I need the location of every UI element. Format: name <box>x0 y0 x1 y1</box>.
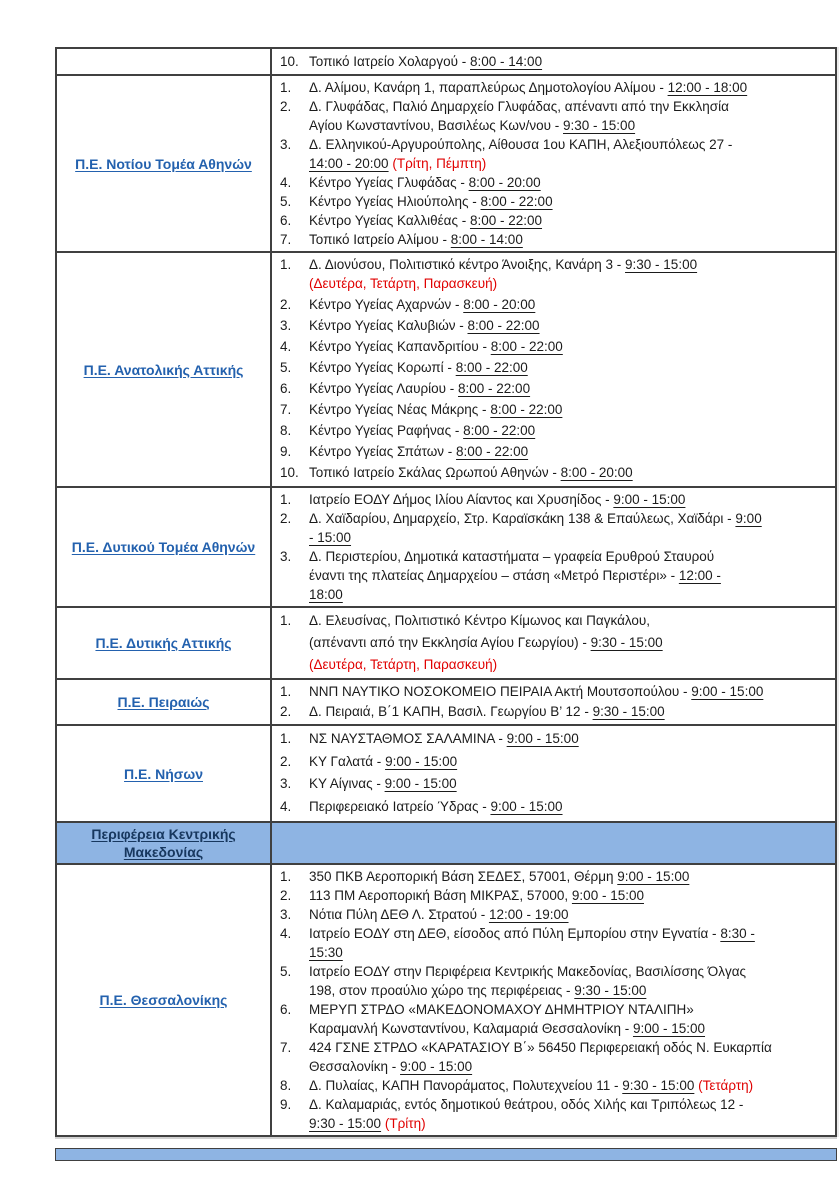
location-item <box>280 463 827 482</box>
opening-hours: 8:00 - 22:00 <box>463 423 536 438</box>
location-name: 198, στον προαύλιο χώρο της περιφέρειας - <box>309 983 575 998</box>
item-text <box>309 337 827 356</box>
item-text <box>309 610 827 676</box>
location-name: Τοπικό Ιατρείο Αλίμου - <box>309 232 451 247</box>
region-cell <box>57 253 272 486</box>
location-name: Ιατρείο ΕΟΔΥ στην Περιφέρεια Κεντρικής Μακεδονίας, Βασιλίσσης Όλγας <box>309 964 747 979</box>
days-note: (Τετάρτη) <box>698 1078 754 1093</box>
opening-hours: 8:00 - 22:00 <box>467 318 540 333</box>
location-item <box>280 337 827 356</box>
item-number: 1. <box>280 257 292 272</box>
opening-hours: 8:00 - 20:00 <box>468 175 541 190</box>
item-text <box>309 774 827 793</box>
location-name: Κέντρο Υγείας Καλλιθέας - <box>309 213 470 228</box>
opening-hours: 8:00 - 14:00 <box>470 54 543 69</box>
location-name: Κέντρο Υγείας Ραφήνας - <box>309 423 464 438</box>
item-text <box>309 316 827 335</box>
item-number: 1. <box>280 613 292 628</box>
item-number: 8. <box>280 1078 292 1093</box>
opening-hours: 9:00 - 15:00 <box>385 753 458 769</box>
region-cell <box>57 823 272 863</box>
item-number: 2. <box>280 297 292 312</box>
location-name: Νότια Πύλη ΔΕΘ Λ. Στρατού - <box>309 907 489 922</box>
location-item <box>280 509 827 547</box>
item-text <box>309 924 827 962</box>
location-name: Κέντρο Υγείας Αχαρνών - <box>309 297 464 312</box>
opening-hours: 18:00 <box>309 587 343 602</box>
location-item <box>280 192 827 211</box>
table-row <box>57 821 835 863</box>
item-text <box>309 442 827 461</box>
opening-hours: 9:00 - 15:00 <box>400 1059 473 1074</box>
item-text <box>309 255 827 293</box>
location-name: Κέντρο Υγείας Γλυφάδας - <box>309 175 469 190</box>
opening-hours: 9:30 - 15:00 <box>309 1116 382 1131</box>
opening-hours: 9:30 - 15:00 <box>592 704 665 719</box>
locations-cell <box>272 49 835 74</box>
item-text <box>309 682 827 702</box>
table-row <box>57 863 835 1135</box>
opening-hours: 12:00 - 18:00 <box>667 80 748 95</box>
item-text <box>309 1076 827 1095</box>
location-item <box>280 211 827 230</box>
item-number: 1. <box>280 492 292 507</box>
table-row <box>57 49 835 74</box>
location-item <box>280 797 827 816</box>
location-name: Δ. Ελευσίνας, Πολιτιστικό Κέντρο Κίμωνος και Παγκάλου, <box>309 613 651 628</box>
item-number: 3. <box>280 907 292 922</box>
location-item <box>280 547 827 604</box>
location-item <box>280 682 827 702</box>
item-text <box>309 729 827 748</box>
location-name: Δ. Ελληνικού-Αργυρούπολης, Αίθουσα 1ου ΚΑΠΗ, Αλεξιουπόλεως 27 - <box>309 137 733 152</box>
table-row <box>57 678 835 724</box>
item-number: 1. <box>280 869 292 884</box>
item-text <box>309 962 827 1000</box>
location-item <box>280 1095 827 1133</box>
days-note: (Δευτέρα, Τετάρτη, Παρασκευή) <box>309 276 498 291</box>
location-name: ΝΝΠ ΝΑΥΤΙΚΟ ΝΟΣΟΚΟΜΕΙΟ ΠΕΙΡΑΙΑ Ακτή Μουτσοπούλου - <box>309 684 692 699</box>
locations-cell <box>272 76 835 251</box>
location-name: Δ. Πυλαίας, ΚΑΠΗ Πανοράματος, Πολυτεχνείου 11 - <box>309 1078 623 1093</box>
location-item <box>280 1038 827 1076</box>
location-item <box>280 255 827 293</box>
item-text <box>309 752 827 771</box>
location-name: Τοπικό Ιατρείο Χολαργού - <box>309 54 471 69</box>
region-link[interactable]: Π.Ε. Πειραιώς <box>117 694 210 710</box>
region-link[interactable]: Π.Ε. Νήσων <box>124 765 203 782</box>
region-cell <box>57 608 272 678</box>
opening-hours: 8:00 - 22:00 <box>480 194 553 209</box>
item-text <box>309 135 827 173</box>
item-text <box>309 1000 827 1038</box>
item-text <box>309 295 827 314</box>
item-number: 9. <box>280 444 292 459</box>
locations-cell <box>272 823 835 863</box>
item-text <box>309 78 827 97</box>
item-text <box>309 702 827 722</box>
item-number: 2. <box>280 888 292 903</box>
location-name: Δ. Χαϊδαρίου, Δημαρχείο, Στρ. Καραϊσκάκη 138 & Επαύλεως, Χαϊδάρι - <box>309 511 736 526</box>
location-name: ΝΣ ΝΑΥΣΤΑΘΜΟΣ ΣΑΛΑΜΙΝΑ - <box>309 731 507 746</box>
location-name: Δ. Καλαμαριάς, εντός δημοτικού θεάτρου, οδός Χιλής και Τριπόλεως 12 - <box>309 1097 744 1112</box>
item-number: 8. <box>280 423 292 438</box>
item-number: 6. <box>280 213 292 228</box>
opening-hours: 9:00 - 15:00 <box>506 731 579 746</box>
location-item <box>280 135 827 173</box>
table-row <box>57 606 835 678</box>
location-item <box>280 358 827 377</box>
location-item <box>280 702 827 722</box>
location-name: 350 ΠΚΒ Αεροπορική Βάση ΣΕΔΕΣ, 57001, Θέρμη <box>309 869 618 884</box>
locations-cell <box>272 865 835 1135</box>
locations-cell <box>272 253 835 486</box>
table-row <box>57 724 835 821</box>
opening-hours: 9:00 - 15:00 <box>617 869 690 884</box>
opening-hours: 15:30 <box>309 945 343 960</box>
location-name: Δ. Αλίμου, Κανάρη 1, παραπλεύρως Δημοτολογίου Αλίμου - <box>309 80 668 95</box>
item-number: 3. <box>280 549 292 564</box>
item-text <box>309 886 827 905</box>
item-text <box>309 905 827 924</box>
location-name: Περιφερειακό Ιατρείο Ύδρας - <box>309 798 491 814</box>
location-name: Δ. Διονύσου, Πολιτιστικό κέντρο Άνοιξης, Κανάρη 3 - <box>309 257 626 272</box>
opening-hours: 12:00 - <box>678 568 721 583</box>
location-item <box>280 442 827 461</box>
item-number: 10. <box>280 465 299 480</box>
table-row <box>57 486 835 606</box>
item-number: 3. <box>280 776 292 791</box>
opening-hours: 9:00 - 15:00 <box>490 798 563 814</box>
item-number: 7. <box>280 232 292 247</box>
location-name: Κέντρο Υγείας Σπάτων - <box>309 444 457 459</box>
location-name: Κέντρο Υγείας Νέας Μάκρης - <box>309 402 491 417</box>
item-text <box>309 509 827 547</box>
opening-hours: 9:30 - 15:00 <box>574 983 647 998</box>
location-name: Δ. Γλυφάδας, Παλιό Δημαρχείο Γλυφάδας, απέναντι από την Εκκλησία <box>309 99 729 114</box>
region-link[interactable]: Π.Ε. Θεσσαλονίκης <box>99 992 228 1008</box>
location-item <box>280 295 827 314</box>
opening-hours: 9:00 - 15:00 <box>691 684 764 699</box>
location-item <box>280 1000 827 1038</box>
opening-hours: 8:00 - 22:00 <box>458 381 531 396</box>
location-name: Τοπικό Ιατρείο Σκάλας Ωρωπού Αθηνών - <box>309 465 561 480</box>
region-cell <box>57 865 272 1135</box>
location-item <box>280 729 827 748</box>
opening-hours: 9:30 - 15:00 <box>590 635 663 650</box>
opening-hours: 9:00 - 15:00 <box>632 1021 706 1036</box>
location-item <box>280 52 827 71</box>
region-cell <box>57 76 272 251</box>
region-cell <box>57 49 272 74</box>
opening-hours: 9:30 - 15:00 <box>563 118 636 133</box>
opening-hours: 9:00 - 15:00 <box>384 776 457 791</box>
opening-hours: 9:30 - 15:00 <box>622 1078 695 1093</box>
item-number: 2. <box>280 753 292 769</box>
location-item <box>280 886 827 905</box>
location-item <box>280 230 827 249</box>
opening-hours: 9:00 - 15:00 <box>571 888 644 903</box>
item-text <box>309 52 827 71</box>
location-item <box>280 97 827 135</box>
locations-cell <box>272 608 835 678</box>
location-name: Δ. Περιστερίου, Δημοτικά καταστήματα – γραφεία Ερυθρού Σταυρού <box>309 549 715 564</box>
opening-hours: - 15:00 <box>309 530 352 545</box>
location-item <box>280 173 827 192</box>
item-text <box>309 547 827 604</box>
location-item <box>280 610 827 676</box>
opening-hours: 8:00 - 20:00 <box>463 297 536 312</box>
region-link[interactable]: Περιφέρεια Κεντρικής Μακεδονίας <box>91 826 236 860</box>
item-text <box>309 1095 827 1133</box>
location-name: Κέντρο Υγείας Καλυβιών - <box>309 318 468 333</box>
opening-hours: 8:00 - 22:00 <box>490 402 563 417</box>
location-name: έναντι της πλατείας Δημαρχείου – στάση «Μετρό Περιστέρι» - <box>309 568 679 583</box>
location-name: ΜΕΡΥΠ ΣΤΡΔΟ «ΜΑΚΕΔΟΝΟΜΑΧΟΥ ΔΗΜΗΤΡΙΟΥ ΝΤΑΛΙΠΗ» <box>309 1002 694 1017</box>
item-number: 5. <box>280 194 292 209</box>
table-row <box>57 74 835 251</box>
region-cell <box>57 488 272 606</box>
opening-hours: 9:00 <box>735 511 762 526</box>
item-number: 7. <box>280 402 292 417</box>
item-text <box>309 358 827 377</box>
item-number: 2. <box>280 511 292 526</box>
location-name: Ιατρείο ΕΟΔΥ στη ΔΕΘ, είσοδος από Πύλη Εμπορίου στην Εγνατία - <box>309 926 721 941</box>
item-number: 4. <box>280 926 292 941</box>
item-text <box>309 173 827 192</box>
location-item <box>280 78 827 97</box>
location-name: Κέντρο Υγείας Καπανδριτίου - <box>309 339 491 354</box>
days-note: (Τρίτη) <box>384 1116 426 1131</box>
item-text <box>309 230 827 249</box>
item-number: 5. <box>280 964 292 979</box>
location-item <box>280 752 827 771</box>
item-number: 1. <box>280 684 292 699</box>
location-name: Δ. Πειραιά, Β΄1 ΚΑΠΗ, Βασιλ. Γεωργίου Β’ 12 - <box>309 704 593 719</box>
item-text <box>309 797 827 816</box>
location-name: Αγίου Κωνσταντίνου, Βασιλέως Κων/νου - <box>309 118 564 133</box>
location-item <box>280 905 827 924</box>
location-name: 113 ΠΜ Αεροπορική Βάση ΜΙΚΡΑΣ, 57000, <box>309 888 572 903</box>
item-text <box>309 211 827 230</box>
opening-hours: 8:00 - 22:00 <box>456 444 529 459</box>
item-number: 2. <box>280 704 292 719</box>
region-link[interactable]: Π.Ε. Δυτικού Τομέα Αθηνών <box>71 539 256 555</box>
item-number: 7. <box>280 1040 292 1055</box>
item-text <box>309 97 827 135</box>
item-number: 1. <box>280 731 292 746</box>
opening-hours: 8:00 - 22:00 <box>469 213 543 228</box>
location-item <box>280 924 827 962</box>
location-name: Κέντρο Υγείας Ηλιούπολης - <box>309 194 481 209</box>
opening-hours: 9:30 - 15:00 <box>625 257 698 272</box>
item-number: 4. <box>280 175 292 190</box>
item-number: 10. <box>280 54 299 69</box>
item-number: 9. <box>280 1097 292 1112</box>
location-item <box>280 774 827 793</box>
item-number: 3. <box>280 318 292 333</box>
location-name: Θεσσαλονίκη - <box>309 1059 401 1074</box>
opening-hours: 12:00 - 19:00 <box>488 907 569 922</box>
item-text <box>309 192 827 211</box>
item-number: 4. <box>280 798 292 814</box>
item-number: 3. <box>280 137 292 152</box>
location-item <box>280 379 827 398</box>
item-number: 6. <box>280 381 292 396</box>
item-text <box>309 867 827 886</box>
item-number: 5. <box>280 360 292 375</box>
opening-hours: 14:00 - 20:00 <box>309 156 389 171</box>
locations-cell <box>272 488 835 606</box>
location-item <box>280 490 827 509</box>
opening-hours: 8:00 - 20:00 <box>560 465 633 480</box>
region-cell <box>57 726 272 821</box>
location-name: Κέντρο Υγείας Κορωπί - <box>309 360 456 375</box>
item-number: 1. <box>280 80 292 95</box>
region-link[interactable]: Π.Ε. Ανατολικής Αττικής <box>83 361 244 378</box>
location-item <box>280 867 827 886</box>
days-note: (Τρίτη, Πέμπτη) <box>392 156 487 171</box>
location-item <box>280 400 827 419</box>
item-number: 6. <box>280 1002 292 1017</box>
location-name: ΚΥ Γαλατά - <box>309 753 386 769</box>
location-item <box>280 962 827 1000</box>
location-name: (απέναντι από την Εκκλησία Αγίου Γεωργίου) - <box>309 635 591 650</box>
location-name: ΚΥ Αίγινας - <box>309 776 385 791</box>
location-item <box>280 1076 827 1095</box>
location-item <box>280 421 827 440</box>
truncated-next-row-bar <box>55 1148 837 1161</box>
item-text <box>309 463 827 482</box>
item-text <box>309 379 827 398</box>
opening-hours: 8:00 - 22:00 <box>490 339 563 354</box>
item-text <box>309 400 827 419</box>
item-text <box>309 490 827 509</box>
item-text <box>309 421 827 440</box>
location-name: Ιατρείο ΕΟΔΥ Δήμος Ιλίου Αίαντος και Χρυσηίδος - <box>309 492 614 507</box>
region-cell <box>57 680 272 724</box>
item-number: 4. <box>280 339 292 354</box>
locations-cell <box>272 726 835 821</box>
item-text <box>309 1038 827 1076</box>
location-name: Κέντρο Υγείας Λαυρίου - <box>309 381 459 396</box>
item-number: 2. <box>280 99 292 114</box>
location-item <box>280 316 827 335</box>
region-link[interactable]: Π.Ε. Νοτίου Τομέα Αθηνών <box>75 155 252 172</box>
opening-hours: 9:00 - 15:00 <box>613 492 686 507</box>
opening-hours: 8:00 - 14:00 <box>450 232 523 247</box>
opening-hours: 8:00 - 22:00 <box>455 360 528 375</box>
location-name: 424 ΓΣΝΕ ΣΤΡΔΟ «ΚΑΡΑΤΑΣΙΟΥ Β΄» 56450 Περιφερειακή οδός Ν. Ευκαρπία <box>309 1040 772 1055</box>
region-link[interactable]: Π.Ε. Δυτικής Αττικής <box>95 635 232 651</box>
opening-hours: 8:30 - <box>720 926 755 941</box>
location-name: Καραμανλή Κωνσταντίνου, Καλαμαριά Θεσσαλονίκη - <box>309 1021 633 1036</box>
days-note: (Δευτέρα, Τετάρτη, Παρασκευή) <box>309 657 498 672</box>
table-row <box>57 251 835 486</box>
locations-cell <box>272 680 835 724</box>
schedule-table <box>55 47 837 1137</box>
